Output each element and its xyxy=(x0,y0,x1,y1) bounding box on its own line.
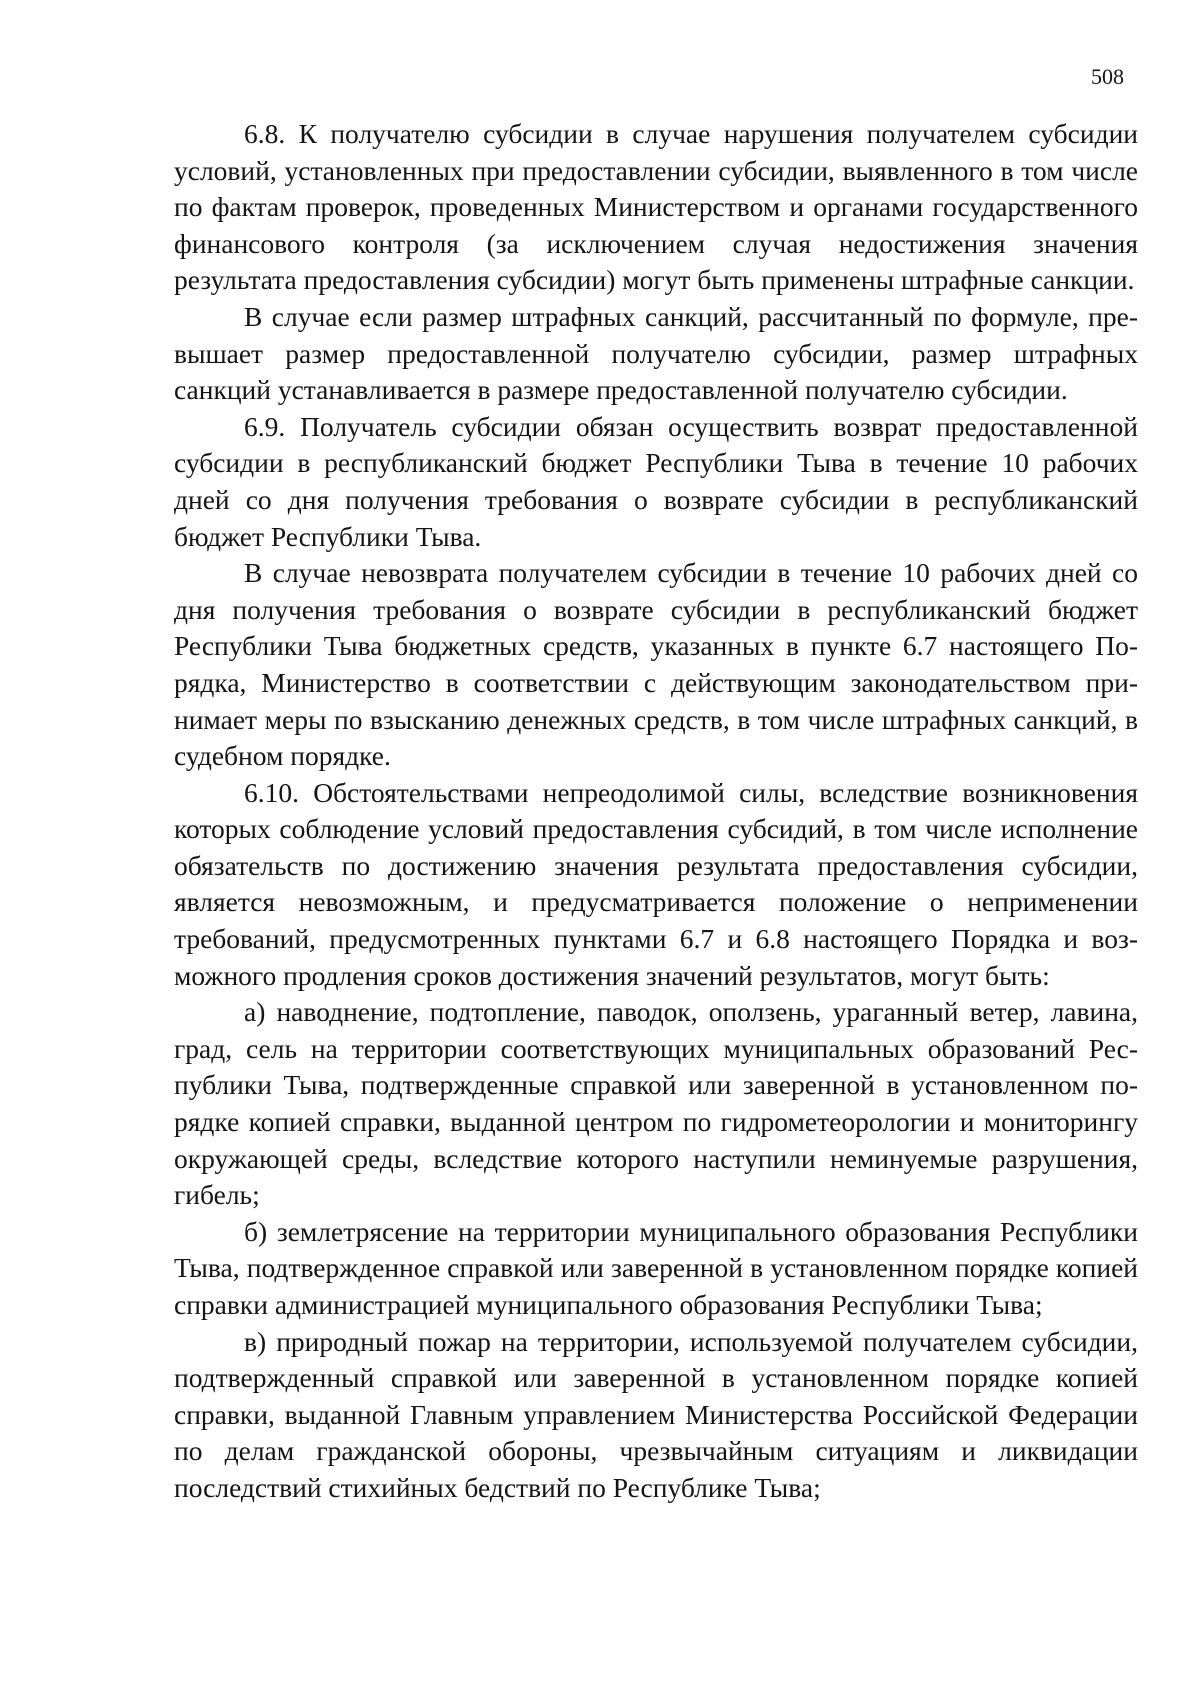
list-item-a: а) наводнение, подтопление, паводок, оползень, ураганный ветер, лавина, град, сель на территории соответствующих муниципальных образований Республики Тыва, подтвержденные справкой или заверенной в установленном порядке копией справки, выданной центром по гидрометеорологии и мониторингу окружающей среды, вследствие которого наступили неминуемые разрушения, гибель; xyxy=(174,996,1138,1211)
paragraph-6-8: 6.8. К получателю субсидии в случае нарушения получателем субсидии условий, установленных при предоставлении субсидии, выявленного в том числе по фактам проверок, проведенных Министерством и органами государственного финансового контроля (за исключением случая недостижения значения результата предоставления субсидии) могут быть применены штрафные санкции. xyxy=(174,118,1138,296)
paragraph-6-10: 6.10. Обстоятельствами непреодолимой силы, вследствие возникновения которых соблюдение условий предоставления субсидий, в том числе исполнение обязательств по достижению значения результата предоставления субсидии, является невозможным, и предусматривается положение о неприменении требований, предусмотренных пунктами 6.7 и 6.8 настоящего Порядка и возможного продления сроков достижения значений результатов, могут быть: xyxy=(174,776,1138,991)
page-number: 508 xyxy=(1091,64,1124,89)
paragraph-6-9-non-return: В случае невозврата получателем субсидии в течение 10 рабочих дней со дня получения требования о возврате субсидии в республиканский бюджет Республики Тыва бюджетных средств, указанных в пункте 6.7 настоящего Порядка, Министерство в соответствии с действующим законодательством принимает меры по взысканию денежных средств, в том числе штрафных санкций, в судебном порядке. xyxy=(174,557,1138,772)
paragraph-6-8-penalty-limit: В случае если размер штрафных санкций, рассчитанный по формуле, превышает размер предоставленной получателю субсидии, размер штрафных санкций устанавливается в размере предоставленной получателю субсидии. xyxy=(174,300,1138,406)
list-item-v: в) природный пожар на территории, используемой получателем субсидии, подтвержденный справкой или заверенной в установленном порядке копией справки, выданной Главным управлением Министерства Российской Федерации по делам гражданской обороны, чрезвычайным ситуациям и ликвидации последствий стихийных бедствий по Республике Тыва; xyxy=(174,1325,1138,1503)
list-item-b: б) землетрясение на территории муниципального образования Республики Тыва, подтвержденное справкой или заверенной в установленном порядке копией справки администрацией муниципального образования Республики Тыва; xyxy=(174,1215,1138,1320)
paragraph-6-9: 6.9. Получатель субсидии обязан осуществить возврат предоставленной субсидии в республиканский бюджет Республики Тыва в течение 10 рабочих дней со дня получения требования о возврате субсидии в республиканский бюджет Республики Тыва. xyxy=(174,410,1138,552)
document-body xyxy=(174,116,1138,1507)
